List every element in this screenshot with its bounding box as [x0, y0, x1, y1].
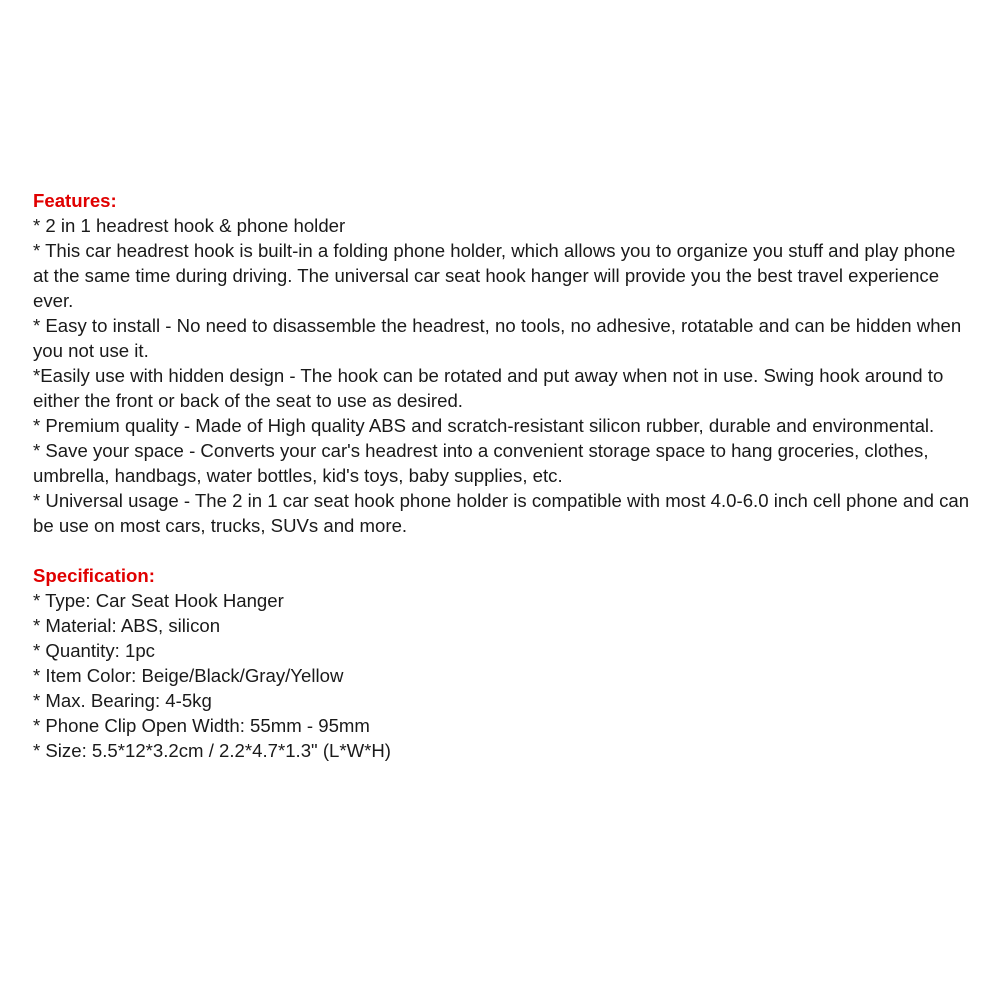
- spec-item: * Phone Clip Open Width: 55mm - 95mm: [33, 715, 370, 736]
- product-description: [33, 188, 973, 763]
- spec-item: * Type: Car Seat Hook Hanger: [33, 590, 284, 611]
- section-spacer: [33, 538, 973, 563]
- feature-item: * 2 in 1 headrest hook & phone holder: [33, 215, 346, 236]
- specification-heading: Specification:: [33, 565, 155, 586]
- feature-item: * Universal usage - The 2 in 1 car seat hook phone holder is compatible with most 4.0-6.0 inch cell phone and can be use on most cars, trucks, SUVs and more.: [33, 490, 970, 536]
- feature-item: *Easily use with hidden design - The hook can be rotated and put away when not in use. Swing hook around to either the front or back of the seat to use as desired.: [33, 365, 944, 411]
- spec-item: * Max. Bearing: 4-5kg: [33, 690, 212, 711]
- spec-item: * Size: 5.5*12*3.2cm / 2.2*4.7*1.3" (L*W*H): [33, 740, 391, 761]
- spec-item: * Material: ABS, silicon: [33, 615, 221, 636]
- features-section: [33, 188, 973, 538]
- spec-item: * Quantity: 1pc: [33, 640, 155, 661]
- feature-item: * This car headrest hook is built-in a folding phone holder, which allows you to organize you stuff and play phone at the same time during driving. The universal car seat hook hanger will provide you the best travel experience ever.: [33, 240, 956, 311]
- feature-item: * Easy to install - No need to disassemble the headrest, no tools, no adhesive, rotatable and can be hidden when you not use it.: [33, 315, 962, 361]
- feature-item: * Premium quality - Made of High quality ABS and scratch-resistant silicon rubber, durable and environmental.: [33, 415, 935, 436]
- specification-section: [33, 563, 973, 763]
- feature-item: * Save your space - Converts your car's headrest into a convenient storage space to hang groceries, clothes, umbrella, handbags, water bottles, kid's toys, baby supplies, etc.: [33, 440, 929, 486]
- spec-item: * Item Color: Beige/Black/Gray/Yellow: [33, 665, 344, 686]
- features-heading: Features:: [33, 190, 117, 211]
